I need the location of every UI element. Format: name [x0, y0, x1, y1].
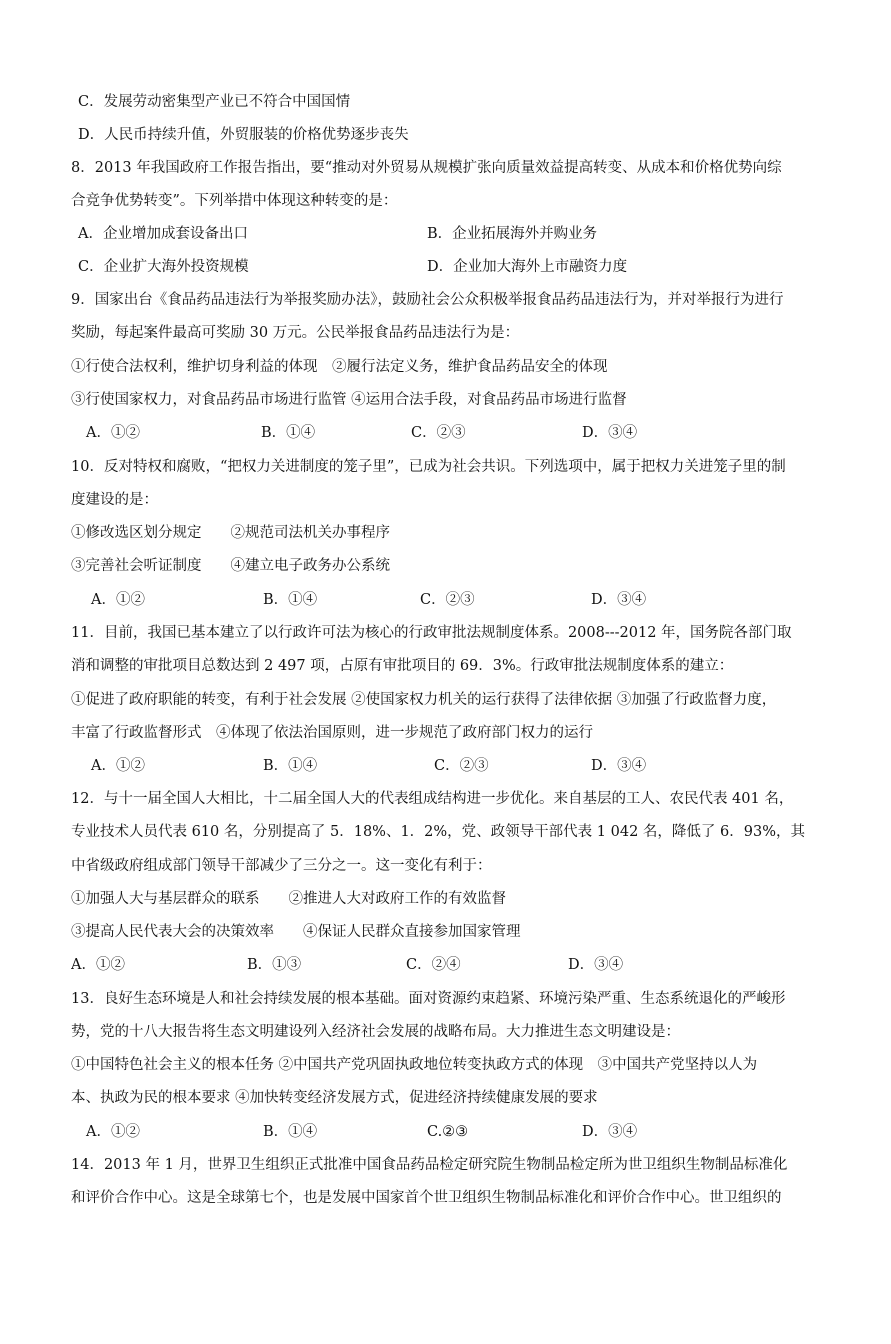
q13-stem-line2: 势，党的十八大报告将生态文明建设列入经济社会发展的战略布局。大力推进生态文明建设是：: [71, 1024, 680, 1040]
q13-option-a: A．①②: [86, 1124, 140, 1140]
q12-items-line1: ①加强人大与基层群众的联系 ②推进人大对政府工作的有效监督: [71, 891, 506, 907]
q11-items-line1: ①促进了政府职能的转变，有利于社会发展 ②使国家权力机关的运行获得了法律依据 ③加强了行政监督力度，: [71, 692, 777, 708]
q9-option-b: B．①④: [261, 425, 316, 441]
q8-stem-line1: 8．2013 年我国政府工作报告指出，要“推动对外贸易从规模扩张向质量效益提高转变、从成本和价格优势向综: [71, 160, 782, 176]
q9-items-line1: ①行使合法权利，维护切身利益的体现 ②履行法定义务，维护食品药品安全的体现: [71, 359, 608, 375]
q9-option-c: C．②③: [411, 425, 466, 441]
q8-option-c: C．企业扩大海外投资规模: [78, 259, 249, 275]
q11-option-c: C．②③: [434, 758, 489, 774]
q7-option-d: D．人民币持续升值，外贸服装的价格优势逐步丧失: [78, 127, 409, 143]
q14-stem-line2: 和评价合作中心。这是全球第七个，也是发展中国家首个世卫组织生物制品标准化和评价合作中心。世卫组织的: [71, 1190, 782, 1206]
q14-stem-line1: 14．2013 年 1 月，世界卫生组织正式批准中国食品药品检定研究院生物制品检定所为世卫组织生物制品标准化: [71, 1157, 788, 1173]
q11-option-b: B．①④: [263, 758, 318, 774]
q8-option-b: B．企业拓展海外并购业务: [427, 226, 598, 242]
q10-items-line2: ③完善社会听证制度 ④建立电子政务办公系统: [71, 558, 390, 574]
q9-stem-line1: 9．国家出台《食品药品违法行为举报奖励办法》，鼓励社会公众积极举报食品药品违法行为，并对举报行为进行: [71, 292, 784, 308]
q13-items-line1: ①中国特色社会主义的根本任务 ②中国共产党巩固执政地位转变执政方式的体现 ③中国共产党坚持以人为: [71, 1057, 758, 1073]
q13-option-c: C.②③: [427, 1124, 469, 1140]
q13-option-b: B．①④: [263, 1124, 318, 1140]
q11-items-line2: 丰富了行政监督形式 ④体现了依法治国原则，进一步规范了政府部门权力的运行: [71, 725, 593, 741]
q11-option-d: D．③④: [591, 758, 647, 774]
q8-options-row2: [71, 251, 821, 284]
q12-stem-line1: 12．与十一届全国人大相比，十二届全国人大的代表组成结构进一步优化。来自基层的工人、农民代表 401 名，: [71, 791, 794, 807]
q10-options: [71, 584, 821, 617]
q12-stem-line3: 中省级政府组成部门领导干部减少了三分之一。这一变化有利于：: [71, 858, 492, 874]
q10-stem-line2: 度建设的是：: [71, 492, 158, 508]
q12-options: [71, 949, 821, 982]
q10-option-c: C．②③: [420, 592, 475, 608]
q8-stem-line2: 合竞争优势转变”。下列举措中体现这种转变的是：: [71, 193, 398, 209]
q11-options: [71, 750, 821, 783]
q10-option-a: A．①②: [91, 592, 145, 608]
q12-stem-line2: 专业技术人员代表 610 名，分别提高了 5．18%、1．2%，党、政领导干部代表 1 042 名，降低了 6．93%，其: [71, 824, 805, 840]
q12-option-a: A．①②: [71, 957, 125, 973]
q10-items-line1: ①修改选区划分规定 ②规范司法机关办事程序: [71, 525, 390, 541]
q9-options: [71, 417, 821, 450]
q7-option-c: C．发展劳动密集型产业已不符合中国国情: [78, 94, 351, 110]
q13-options: [71, 1116, 821, 1149]
q10-option-b: B．①④: [263, 592, 318, 608]
q11-option-a: A．①②: [91, 758, 145, 774]
q9-option-a: A．①②: [86, 425, 140, 441]
q12-option-b: B．①③: [247, 957, 302, 973]
q9-stem-line2: 奖励，每起案件最高可奖励 30 万元。公民举报食品药品违法行为是：: [71, 325, 520, 341]
q10-option-d: D．③④: [591, 592, 647, 608]
q9-items-line2: ③行使国家权力，对食品药品市场进行监管 ④运用合法手段，对食品药品市场进行监督: [71, 392, 627, 408]
q13-stem-line1: 13．良好生态环境是人和社会持续发展的根本基础。面对资源约束趋紧、环境污染严重、生态系统退化的严峻形: [71, 991, 786, 1007]
q13-option-d: D．③④: [582, 1124, 638, 1140]
q8-option-d: D．企业加大海外上市融资力度: [427, 259, 628, 275]
q9-option-d: D．③④: [582, 425, 638, 441]
q12-items-line2: ③提高人民代表大会的决策效率 ④保证人民群众直接参加国家管理: [71, 924, 521, 940]
q11-stem-line1: 11．目前，我国已基本建立了以行政许可法为核心的行政审批法规制度体系。2008---2012 年，国务院各部门取: [71, 625, 792, 641]
q10-stem-line1: 10．反对特权和腐败，“把权力关进制度的笼子里”，已成为社会共识。下列选项中，属于把权力关进笼子里的制: [71, 459, 786, 475]
q8-option-a: A．企业增加成套设备出口: [78, 226, 248, 242]
q11-stem-line2: 消和调整的审批项目总数达到 2 497 项，占原有审批项目的 69．3%。行政审批法规制度体系的建立：: [71, 658, 734, 674]
q8-options-row1: [71, 218, 821, 251]
q13-items-line2: 本、执政为民的根本要求 ④加快转变经济发展方式，促进经济持续健康发展的要求: [71, 1090, 598, 1106]
q12-option-c: C．②④: [406, 957, 461, 973]
q12-option-d: D．③④: [568, 957, 624, 973]
